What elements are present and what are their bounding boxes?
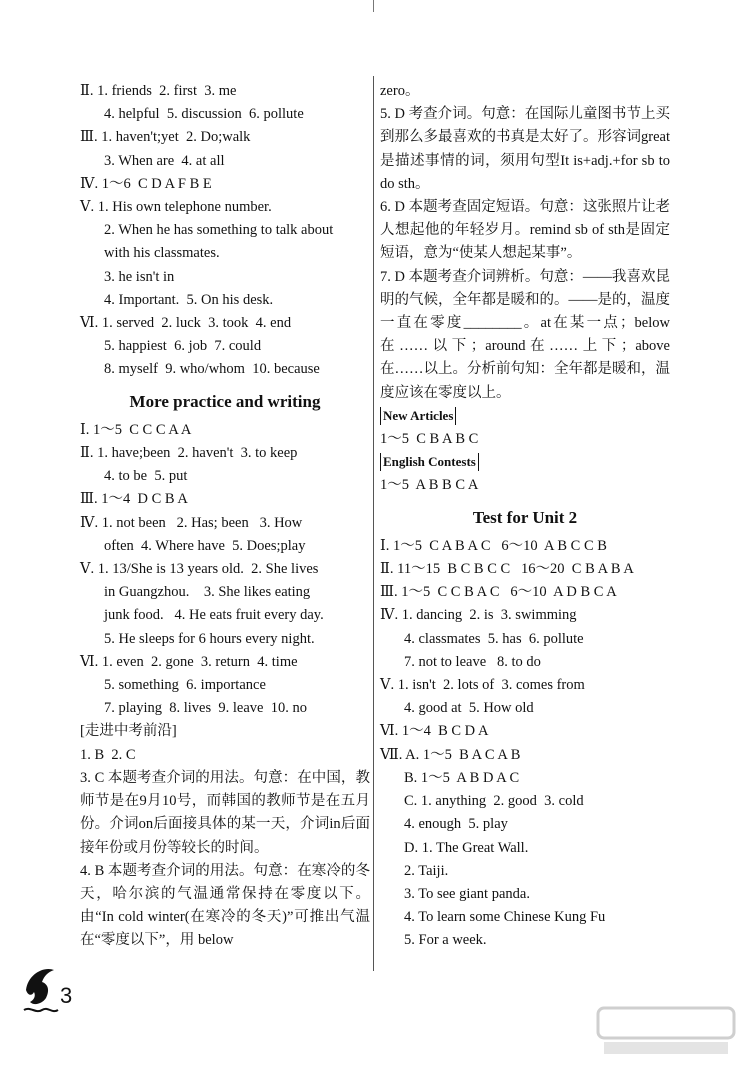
answer-line: Ⅳ. 1～6 C D A F B E <box>80 175 212 192</box>
answer-line: Ⅲ. 1～4 D C B A <box>80 491 188 508</box>
test-answer-line: Ⅰ. 1～5 C A B A C 6～10 A B C C B <box>380 537 607 554</box>
test-answer-line: Ⅱ. 11～15 B C B C C 16～20 C B A B A <box>380 561 634 578</box>
column-divider <box>373 76 374 971</box>
right-column <box>380 80 670 953</box>
answer-line: 2. When he has something to talk about <box>104 222 334 239</box>
answer-line: 5. He sleeps for 6 hours every night. <box>104 630 315 647</box>
answer-line: 4. helpful 5. discussion 6. pollute <box>104 106 304 123</box>
test-answer-line: 3. To see giant panda. <box>404 885 530 902</box>
test-answer-line: 5. For a week. <box>404 932 487 949</box>
answer-line: 5. something 6. importance <box>104 677 266 694</box>
explanation-3: 3. C 本题考查介词的用法。句意：在中国，教师节是在9月10号，而韩国的教师节是在五月份。介词on后面接具体的某一天，介词in后面接年份或月份等较长的时间。 <box>80 769 370 856</box>
test-answer-line: Ⅳ. 1. dancing 2. is 3. swimming <box>380 607 577 624</box>
answer-line: Ⅴ. 1. 13/She is 13 years old. 2. She lives <box>80 561 319 578</box>
explanation-4: 4. B 本题考查介词的用法。句意：在寒冷的冬天，哈尔滨的气温通常保持在零度以下。由“In cold winter(在寒冷的冬天)”可推出气温在“零度以下”，用 below <box>80 862 370 949</box>
test-answer-line: 4. To learn some Chinese Kung Fu <box>404 909 606 926</box>
answer-line: Ⅰ. 1～5 C C C A A <box>80 421 192 438</box>
answer-line: 3. he isn't in <box>104 268 175 285</box>
answer-line: 1. B 2. C <box>80 746 136 763</box>
test-answer-line: D. 1. The Great Wall. <box>404 839 529 856</box>
answer-line: 4. Important. 5. On his desk. <box>104 291 274 308</box>
left-column <box>80 80 370 953</box>
answer-line: Ⅵ. 1. even 2. gone 3. return 4. time <box>80 653 298 670</box>
watermark-logo <box>596 1006 736 1058</box>
answer-line: 5. happiest 6. job 7. could <box>104 338 262 355</box>
page-number: 3 <box>60 983 73 1008</box>
answer-line: often 4. Where have 5. Does;play <box>104 537 306 554</box>
test-answer-line: Ⅶ. A. 1～5 B A C A B <box>380 746 521 763</box>
explanation-6: 6. D 本题考查固定短语。句意：这张照片让老人想起他的年轻岁月。remind sb of sth是固定短语，意为“使某人想起某事”。 <box>380 199 670 262</box>
test-answer-line: Ⅵ. 1～4 B C D A <box>380 723 489 740</box>
test-answer-line: 2. Taiji. <box>404 862 449 879</box>
test-answer-line: C. 1. anything 2. good 3. cold <box>404 793 584 810</box>
answer-line: Ⅱ. 1. friends 2. first 3. me <box>80 83 237 99</box>
english-contests-answers: 1～5 A B B C A <box>380 477 479 494</box>
answer-line: in Guangzhou. 3. She likes eating <box>104 584 311 601</box>
test-answer-line: B. 1～5 A B D A C <box>404 769 520 786</box>
explanation-7: 7. D 本题考查介词辨析。句意：——我喜欢昆明的气候，全年都是暖和的。——是的，温度一直在零度________。at在某一点；below在……以下；around在……上下；above在……以上。分析前句知：全年都是暖和，温度应该在零度以上。 <box>380 268 670 401</box>
test-answers <box>380 535 670 953</box>
answer-line: 3. When are 4. at all <box>104 152 225 169</box>
answer-line: [走进中考前沿] <box>80 723 177 740</box>
answer-line: 4. to be 5. put <box>104 468 188 485</box>
section-heading-test-unit-2: Test for Unit 2 <box>472 507 578 527</box>
answer-line: Ⅱ. 1. have;been 2. haven't 3. to keep <box>80 445 298 462</box>
continued-text: zero。 <box>380 83 420 99</box>
english-contests-tag: English Contests <box>380 453 479 471</box>
test-answer-line: Ⅴ. 1. isn't 2. lots of 3. comes from <box>380 677 585 694</box>
new-articles-tag: New Articles <box>380 407 456 425</box>
explanation-5: 5. D 考查介词。句意：在国际儿童图书节上买到那么多最喜欢的书真是太好了。形容词great是描述事情的词，须用句型It is+adj.+for sb to do sth。 <box>380 106 670 192</box>
answer-line: Ⅲ. 1. haven't;yet 2. Do;walk <box>80 129 251 146</box>
test-answer-line: 4. good at 5. How old <box>404 700 534 717</box>
answer-line: with his classmates. <box>104 245 220 262</box>
test-answer-line: Ⅲ. 1～5 C C B A C 6～10 A D B C A <box>380 584 617 601</box>
column-top-mark <box>373 0 374 12</box>
test-answer-line: 4. enough 5. play <box>404 816 508 833</box>
test-answer-line: 4. classmates 5. has 6. pollute <box>404 630 584 647</box>
test-answer-line: 7. not to leave 8. to do <box>404 653 541 670</box>
new-articles-answers: 1～5 C B A B C <box>380 431 479 448</box>
answer-line: 8. myself 9. who/whom 10. because <box>104 361 320 378</box>
left-answers-mid <box>80 419 370 767</box>
answer-line: 7. playing 8. lives 9. leave 10. no <box>104 700 307 717</box>
answer-line: junk food. 4. He eats fruit every day. <box>104 607 324 624</box>
dolphin-logo-icon <box>20 960 60 1020</box>
answer-line: Ⅳ. 1. not been 2. Has; been 3. How <box>80 514 303 531</box>
answer-line: Ⅵ. 1. served 2. luck 3. took 4. end <box>80 315 292 332</box>
left-answers-top <box>80 80 370 382</box>
answer-line: Ⅴ. 1. His own telephone number. <box>80 199 272 216</box>
section-heading-more-practice: More practice and writing <box>129 391 321 411</box>
